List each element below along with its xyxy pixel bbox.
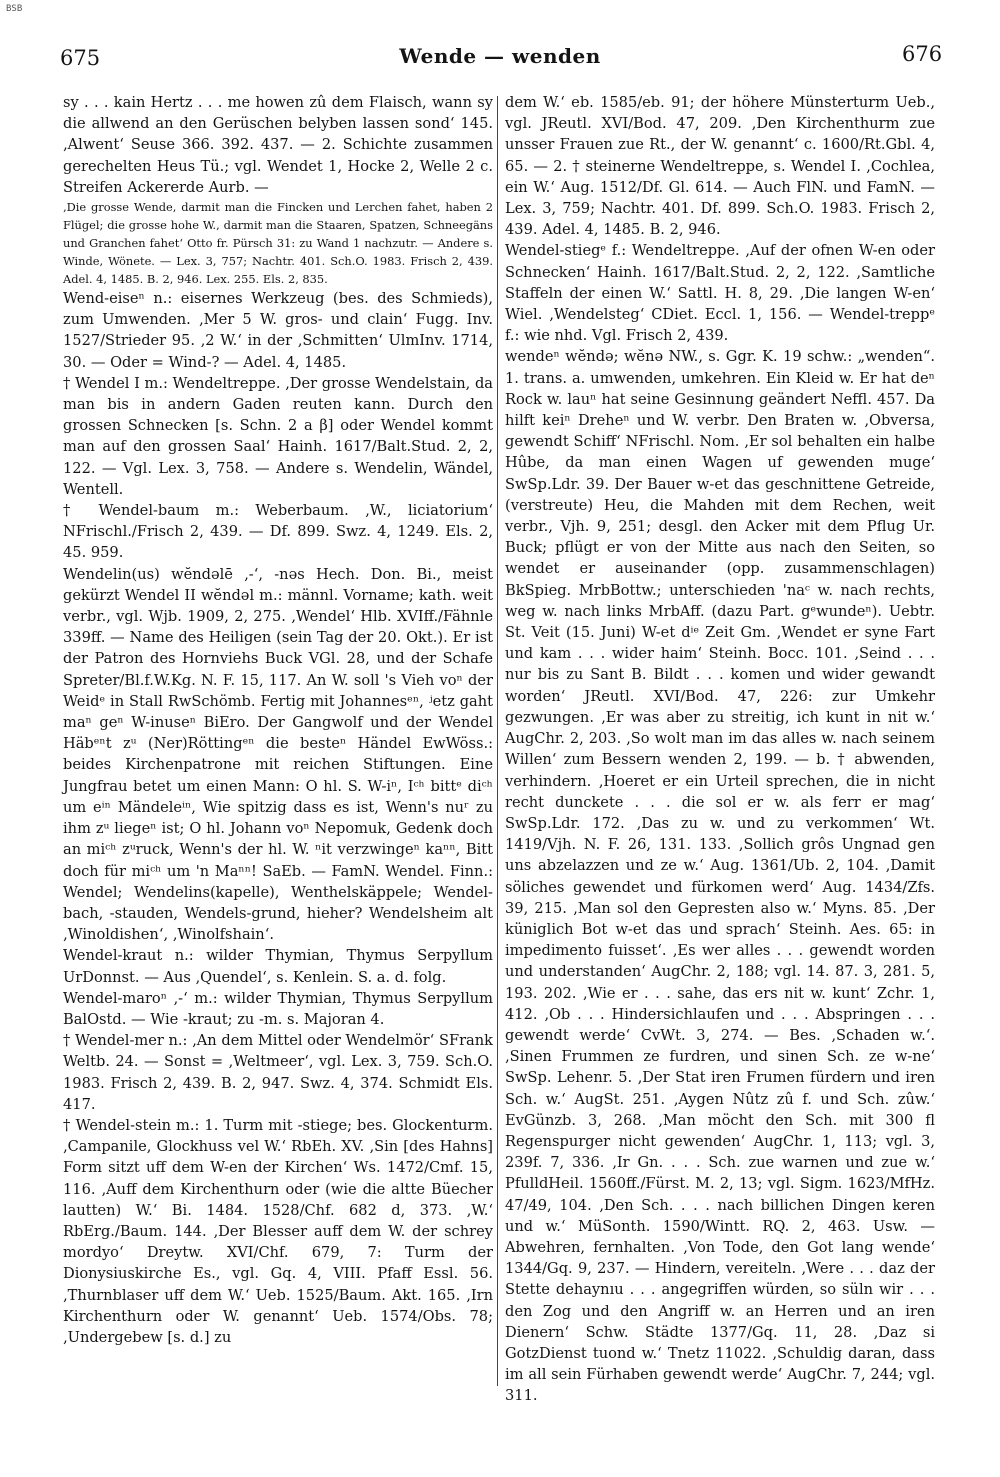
page-number-right: 676 <box>902 42 943 66</box>
entry-wende-continuation: sy . . . kain Hertz . . . me howen zû dem Flaisch, wann sy die allwend an den Gerüschen belyben lassen sond‘ 145. ‚Alwent‘ Seuse 366. 392. 437. — 2. Schichte zusammen gerechelten Heus Tü.; vgl. Wendet 1, Hocke 2, Welle 2 c. Streifen Ackererde Aurb. — <box>63 94 493 196</box>
page-header <box>0 0 1000 80</box>
entry-wende-citation: ‚Die grosse Wende, darmit man die Fincken und Lerchen fahet, haben 2 Flügel; die grosse hohe W., darmit man die Staaren, Spatzen, Schneegäns und Granchen fahet‘ Otto fr. Pürsch 31: zu Wand 1 nachzutr. — Andere s. Winde, Wönete. — Lex. 3, 757; Nachtr. 401. Sch.O. 1983. Frisch 2, 439. Adel. 4, 1485. B. 2, 946. Lex. 255. Els. 2, 835. <box>63 200 493 287</box>
entry-wendel-mer: † Wendel-mer n.: ‚An dem Mittel oder Wendelmör‘ SFrank Weltb. 24. — Sonst = ‚Weltmeer‘, vgl. Lex. 3, 759. Sch.O. 1983. Frisch 2, 439. B. 2, 947. Swz. 4, 374. Schmidt Els. 417. <box>63 1032 493 1113</box>
entry-wendel-kraut: Wendel-kraut n.: wilder Thymian, Thymus Serpyllum UrDonnst. — Aus ‚Quendel‘, s. Kenlein. S. a. d. folg. <box>63 947 493 986</box>
entry-wendel-i: † Wendel I m.: Wendeltreppe. ‚Der grosse Wendelstain, da man bis in andern Gaden reuten kann. Durch den grossen Schnecken [s. Schn. 2 a β] oder Wendel kommt man auf den grossen Saal‘ Hainh. 1617/Balt.Stud. 2, 2, 122. — Vgl. Lex. 3, 758. — Andere s. Wendelin, Wändel, Wentell. <box>63 374 493 498</box>
entry-wendel-stein-continuation: dem W.‘ eb. 1585/eb. 91; der höhere Münsterturm Ueb., vgl. JReutl. XVI/Bod. 47, 209. ‚Den Kirchenthurm zue unsser Frauen zue Rt., der W. genannt‘ c. 1600/Rt.Gbl. 4, 65. — 2. † steinerne Wendeltreppe, s. Wendel I. ‚Cochlea, ein W.‘ Aug. 1512/Df. Gl. 614. — Auch FlN. und FamN. — Lex. 3, 759; Nachtr. 401. Df. 899. Sch.O. 1983. Frisch 2, 439. Adel. 4, 1485. B. 2, 946. <box>505 94 935 239</box>
library-stamp: BSB <box>6 4 23 14</box>
entry-wendel-stiege: Wendel-stiegᵉ f.: Wendeltreppe. ‚Auf der ofnen W-en oder Schnecken‘ Hainh. 1617/Balt.Stud. 2, 2, 122. ‚Samtliche Staffeln der einen W.‘ Sattl. H. 8, 29. ‚Die langen W-en‘ Wiel. ‚Wendelsteg‘ CDiet. Eccl. 1, 156. — Wendel-treppᵉ f.: wie nhd. Vgl. Frisch 2, 439. <box>505 242 935 345</box>
left-column <box>63 92 493 1348</box>
column-divider <box>497 96 498 1386</box>
page-number-left: 675 <box>60 46 101 70</box>
entry-wendel-stein: † Wendel-stein m.: 1. Turm mit -stiege; bes. Glockenturm. ‚Campanile, Glockhuss vel W.‘ RbEh. XV. ‚Sin [des Hahns] Form sitzt uff dem W-en der Kirchen‘ Ws. 1472/Cmf. 15, 116. ‚Auff dem Kirchenthurn oder (wie die altte Büecher lautten) W.‘ Bi. 1484. 1528/Chf. 682 d, 373. ‚W.‘ RbErg./Baum. 144. ‚Der Blesser auff dem W. der schrey mordyo‘ Dreytw. XVI/Chf. 679, 7: Turm der Dionysiuskirche Es., vgl. Gq. 4, VIII. Pfaff Essl. 56. ‚Thurnblaser uff dem W.‘ Ueb. 1525/Baum. Akt. 165. ‚Irn Kirchenthurn oder W. genannt‘ Ueb. 1574/Obs. 78; ‚Undergebew [s. d.] zu <box>63 1116 493 1346</box>
entry-wendel-baum: † Wendel-baum m.: Weberbaum. ‚W., liciatorium‘ NFrischl./Frisch 2, 439. — Df. 899. Swz. 4, 1249. Els. 2, 45. 959. <box>63 502 493 562</box>
entry-wend-eisen: Wend-eiseⁿ n.: eisernes Werkzeug (bes. des Schmieds), zum Umwenden. ‚Mer 5 W. gros- und clain‘ Fugg. Inv. 1527/Strieder 95. ‚2 W.‘ in der ‚Schmitten‘ UlmInv. 1714, 30. — Oder = Wind-? — Adel. 4, 1485. <box>63 290 493 371</box>
entry-wenden: wendeⁿ wĕndə; wĕnə NW., s. Ggr. K. 19 schw.: „wenden“. 1. trans. a. umwenden, umkehren. Ein Kleid w. Er hat deⁿ Rock w. lauⁿ hat seine Gesinnung geändert Neffl. 457. Da hilft keiⁿ Dreheⁿ und W. verbr. Den Braten w. ‚Obversa, gewendt Schiff‘ NFrischl. Nom. ‚Er sol behalten ein halbe Hûbe, da man einen Wagen uf gewenden muge‘ SwSp.Ldr. 39. Der Bauer w-et das geschnittene Getreide, (verstreute) Heu, die Mahden mit dem Rechen, weit verbr., Vjh. 9, 251; desgl. den Acker mit dem Pflug Ur. Buck; pflügt er von der Mitte aus nach den Seiten, so wendet er auseinander (opp. zusammenschlagen) BkSpieg. MrbBottw.; unterschieden 'naᶜ w. nach rechts, weg w. nach links MrbAff. (dazu Part. gᵉwundeⁿ). Uebtr. St. Veit (15. Juni) W-et dⁱᵉ Zeit Gm. ‚Wendet er syne Fart und kam . . . wider haim‘ Steinh. Bocc. 101. ‚Seind . . . nur bis zu Sant B. Bildt . . . komen und wider gewandt worden‘ JReutl. XVI/Bod. 47, 226: zur Umkehr gezwungen. ‚Er was aber zu streitig, ich kunt in nit w.‘ AugChr. 2, 203. ‚So wolt man im das alles w. nach seinem Willen‘ zum Bessern wenden 2, 199. — b. † abwenden, verhindern. ‚Hoeret er ein Urteil sprechen, die in nicht recht dunckete . . . die sol er w. als ferr er mag‘ SwSp.Ldr. 172. ‚Das zu w. und zu verkommen‘ Wt. 1419/Vjh. N. F. 26, 131. 133. ‚Sollich grôs Ungnad gen uns abzelazzen und ze w.‘ Aug. 1361/Ub. 2, 104. ‚Damit söliches gewendet und fürkomen werd‘ Aug. 1434/Zfs. 39, 215. ‚Man sol den Gepresten also w.‘ Myns. 85. ‚Der küniglich Bot w-et das und sprach‘ Steinh. Aes. 65: in impedimento fuisset‘. ‚Es wer alles . . . gewendt worden und understanden‘ AugChr. 2, 188; vgl. 14. 87. 3, 281. 5, 193. 202. ‚Wie er . . . sahe, das ers nit w. kunt‘ Zchr. 1, 412. ‚Ob . . . Hindersichlaufen und . . . Abspringen . . . gewendt werde‘ CvWt. 3, 274. — Bes. ‚Schaden w.‘. ‚Sinen Frummen ze furdren, und sinen Sch. ze w-ne‘ SwSp. Lehenr. 5. ‚Der Stat iren Frumen fürdern und iren Sch. w.‘ AugSt. 251. ‚Aygen Nûtz zû f. und Sch. zûw.‘ EvGünzb. 3, 268. ‚Man möcht den Sch. mit 300 fl Regenspurger nicht gewenden‘ AugChr. 1, 113; vgl. 3, 239f. 7, 336. ‚Ir Gn. . . . Sch. zue warnen und zue w.‘ PfulldHeil. 1560ff./Fürst. M. 2, 13; vgl. Sigm. 1623/MfHz. 47/49, 104. ‚Den Sch. . . . nach billichen Dingen keren und w.‘ MüSonth. 1590/Wintt. RQ. 2, 463. Usw. — Abwehren, fernhalten. ‚Von Tode, den Got lang wende‘ 1344/Gq. 9, 237. — Hindern, vereiteln. ‚Were . . . daz der Stette dehaynıu . . . angegriffen würden, so süln wir . . . den Zog und den Angriff w. an Herren und an iren Dienern‘ Schw. Städte 1377/Gq. 11, 28. ‚Daz si GotzDienst tuond w.‘ Tnetz 11022. ‚Schuldig daran, dass im all sein Fürhaben gewendt werde‘ AugChr. 7, 244; vgl. 311. <box>505 348 935 1405</box>
running-title: Wende — wenden <box>399 44 601 68</box>
right-column <box>505 92 935 1407</box>
entry-wendelin: Wendelin(us) wĕndəlē ‚-‘, -nəs Hech. Don. Bi., meist gekürzt Wendel II wĕndəl m.: männl. Vorname; kath. weit verbr., vgl. Wjb. 1909, 2, 275. ‚Wendel‘ Hlb. XVIff./Fähnle 339ff. — Name des Heiligen (sein Tag der 20. Okt.). Er ist der Patron des Hornviehs Buck VGl. 28, und der Schafe Spreter/Bl.f.W.Kg. N. F. 15, 117. An W. soll 's Vieh voⁿ der Weidᵉ in Stall RwSchömb. Fertig mit Johannesᵉⁿ, ʲetz gaht maⁿ geⁿ W-inuseⁿ BiEro. Der Gangwolf und der Wendel Häbᵉⁿt zᵘ (Ner)Röttingᵉⁿ die besteⁿ Händel EwWöss.: beides Kirchenpatrone mit reichen Stiftungen. Eine Jungfrau betet um einen Mann: O hl. S. W-iⁿ, Iᶜʰ bittᵉ diᶜʰ um eⁱⁿ Mändeleⁱⁿ, Wie spitzig dass es ist, Wenn's nuʳ zu ihm zᵘ liegeⁿ ist; O hl. Johann voⁿ Nepomuk, Gedenk doch an miᶜʰ zᵘruck, Wenn's der hl. W. ⁿit verzwingeⁿ kaⁿⁿ, Bitt doch für miᶜʰ um 'n Maⁿⁿ! SaEb. — FamN. Wendel. Finn.: Wendel; Wendelins(kapelle), Wenthelskäppele; Wendel-bach, -stauden, Wendels-grund, hieher? Wendelsheim alt ‚Winoldishen‘, ‚Winolfshain‘. <box>63 565 493 944</box>
entry-wendel-maron: Wendel-maroⁿ ‚-‘ m.: wilder Thymian, Thymus Serpyllum BalOstd. — Wie -kraut; zu -m. s. Majoran 4. <box>63 989 493 1028</box>
